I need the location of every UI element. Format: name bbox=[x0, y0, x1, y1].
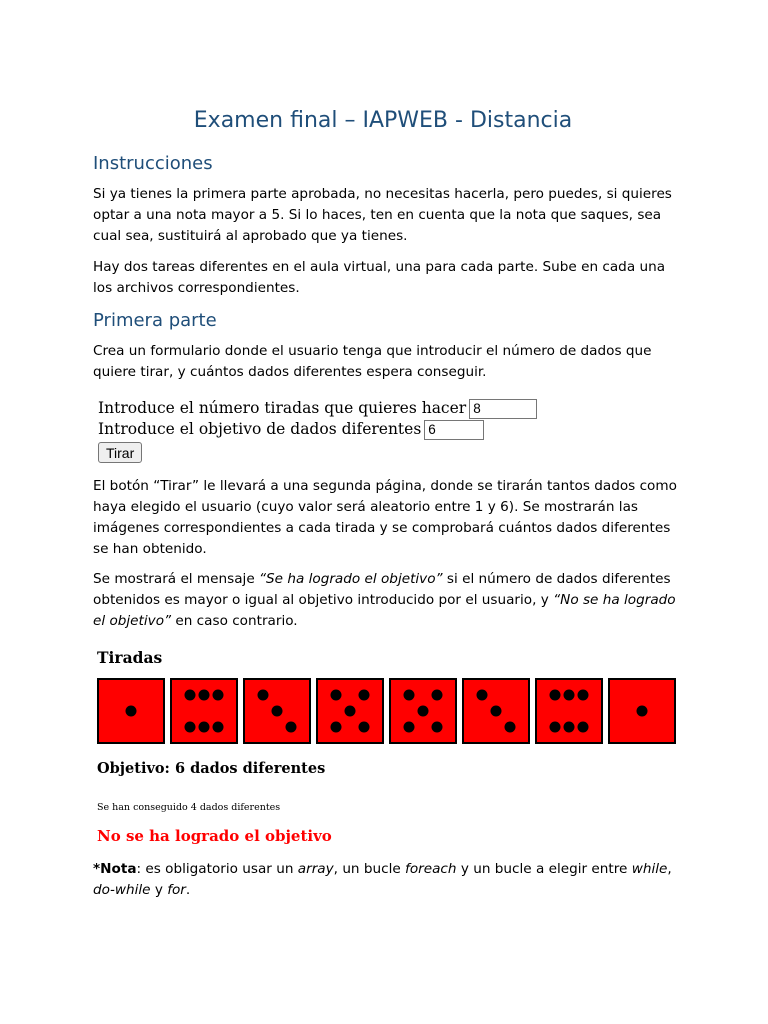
p3-quote-failure: “No se ha logrado el objetivo” bbox=[93, 592, 676, 629]
die-face-icon bbox=[318, 680, 382, 742]
die-face-icon bbox=[464, 680, 528, 742]
die-pip bbox=[578, 690, 589, 701]
instrucciones-paragraph-2: Hay dos tareas diferentes en el aula virtual, una para cada parte. Sube en cada una los archivos correspondientes. bbox=[93, 259, 666, 296]
die-5 bbox=[389, 678, 457, 744]
tiradas-input[interactable] bbox=[469, 399, 537, 419]
die-pip bbox=[199, 690, 210, 701]
heading-instrucciones: Instrucciones bbox=[93, 153, 213, 174]
primera-parte-paragraph-2: El botón “Tirar” le llevará a una segunda página, donde se tirarán tantos dados como haya elegido el usuario (cuyo valor será aleatorio entre 1 y 6). Se mostrarán las imágenes correspondientes a cada tirada y se comprobará cuántos dados diferentes se han obtenido. bbox=[93, 478, 677, 557]
die-pip bbox=[185, 690, 196, 701]
die-2 bbox=[170, 678, 238, 744]
die-4 bbox=[316, 678, 384, 744]
nota-text-6: . bbox=[185, 882, 191, 898]
form-row-objetivo bbox=[98, 419, 537, 440]
primera-parte-paragraph-3 bbox=[93, 569, 678, 632]
conseguido-text: Se han conseguido 4 dados diferentes bbox=[97, 802, 281, 813]
die-pip bbox=[477, 690, 488, 701]
die-pip bbox=[432, 722, 443, 733]
p3-quote-success: “Se ha logrado el objetivo” bbox=[259, 571, 443, 587]
p3-text-after: en caso contrario. bbox=[171, 613, 298, 629]
die-pip bbox=[637, 706, 648, 717]
nota-array: array bbox=[297, 861, 334, 877]
nota-for: for bbox=[167, 882, 186, 898]
die-face-icon bbox=[391, 680, 455, 742]
die-pip bbox=[126, 706, 137, 717]
die-pip bbox=[505, 722, 516, 733]
nota-text-5: y bbox=[150, 882, 168, 898]
primera-parte-paragraph-1: Crea un formulario donde el usuario tenga que introducir el número de dados que quiere tirar, y cuántos dados diferentes espera conseguir. bbox=[93, 343, 652, 380]
resultado-text: No se ha logrado el objetivo bbox=[97, 827, 332, 845]
die-6 bbox=[462, 678, 530, 744]
die-pip bbox=[578, 722, 589, 733]
die-pip bbox=[213, 690, 224, 701]
dice-row bbox=[97, 678, 676, 744]
die-face-icon bbox=[245, 680, 309, 742]
die-pip bbox=[564, 690, 575, 701]
nota-text-4: , bbox=[667, 861, 672, 877]
die-pip bbox=[564, 722, 575, 733]
die-pip bbox=[432, 690, 443, 701]
die-face-icon bbox=[99, 680, 163, 742]
heading-primera-parte: Primera parte bbox=[93, 310, 217, 331]
page-title: Examen final – IAPWEB - Distancia bbox=[193, 108, 573, 133]
die-pip bbox=[272, 706, 283, 717]
die-pip bbox=[185, 722, 196, 733]
objetivo-text: Objetivo: 6 dados diferentes bbox=[97, 760, 326, 777]
form-row-tiradas bbox=[98, 398, 537, 419]
die-pip bbox=[404, 690, 415, 701]
die-pip bbox=[213, 722, 224, 733]
die-pip bbox=[404, 722, 415, 733]
die-3 bbox=[243, 678, 311, 744]
instrucciones-paragraph-1: Si ya tienes la primera parte aprobada, no necesitas hacerla, pero puedes, si quieres optar a una nota mayor a 5. Si lo haces, ten en cuenta que la nota que saques, sea cual sea, sustituirá al aprobado que ya tienes. bbox=[93, 186, 672, 244]
die-face-icon bbox=[610, 680, 674, 742]
nota-text-2: , un bucle bbox=[333, 861, 406, 877]
nota-text-3: y un bucle a elegir entre bbox=[456, 861, 632, 877]
nota-paragraph bbox=[93, 859, 678, 901]
p3-text-middle: si el número de dados diferentes obtenidos es mayor o igual al objetivo introducido por el usuario, y bbox=[93, 571, 671, 608]
die-pip bbox=[331, 722, 342, 733]
nota-foreach: foreach bbox=[405, 861, 457, 877]
die-face-icon bbox=[537, 680, 601, 742]
nota-label: *Nota bbox=[93, 861, 137, 877]
die-1 bbox=[97, 678, 165, 744]
die-pip bbox=[345, 706, 356, 717]
tirar-button[interactable]: Tirar bbox=[98, 442, 142, 463]
die-pip bbox=[199, 722, 210, 733]
die-pip bbox=[491, 706, 502, 717]
nota-while: while bbox=[631, 861, 668, 877]
objetivo-input[interactable] bbox=[424, 420, 484, 440]
die-8 bbox=[608, 678, 676, 744]
p3-text-before: Se mostrará el mensaje bbox=[93, 571, 259, 587]
tiradas-heading: Tiradas bbox=[97, 648, 163, 667]
die-pip bbox=[550, 690, 561, 701]
die-7 bbox=[535, 678, 603, 744]
example-form bbox=[98, 398, 537, 464]
tiradas-label: Introduce el número tiradas que quieres hacer bbox=[98, 399, 467, 417]
die-pip bbox=[418, 706, 429, 717]
die-pip bbox=[550, 722, 561, 733]
die-pip bbox=[286, 722, 297, 733]
objetivo-label: Introduce el objetivo de dados diferentes bbox=[98, 420, 422, 438]
die-face-icon bbox=[172, 680, 236, 742]
die-pip bbox=[359, 722, 370, 733]
nota-dowhile: do-while bbox=[93, 882, 151, 898]
die-pip bbox=[359, 690, 370, 701]
die-pip bbox=[331, 690, 342, 701]
nota-text-1: : es obligatorio usar un bbox=[136, 861, 298, 877]
die-pip bbox=[258, 690, 269, 701]
